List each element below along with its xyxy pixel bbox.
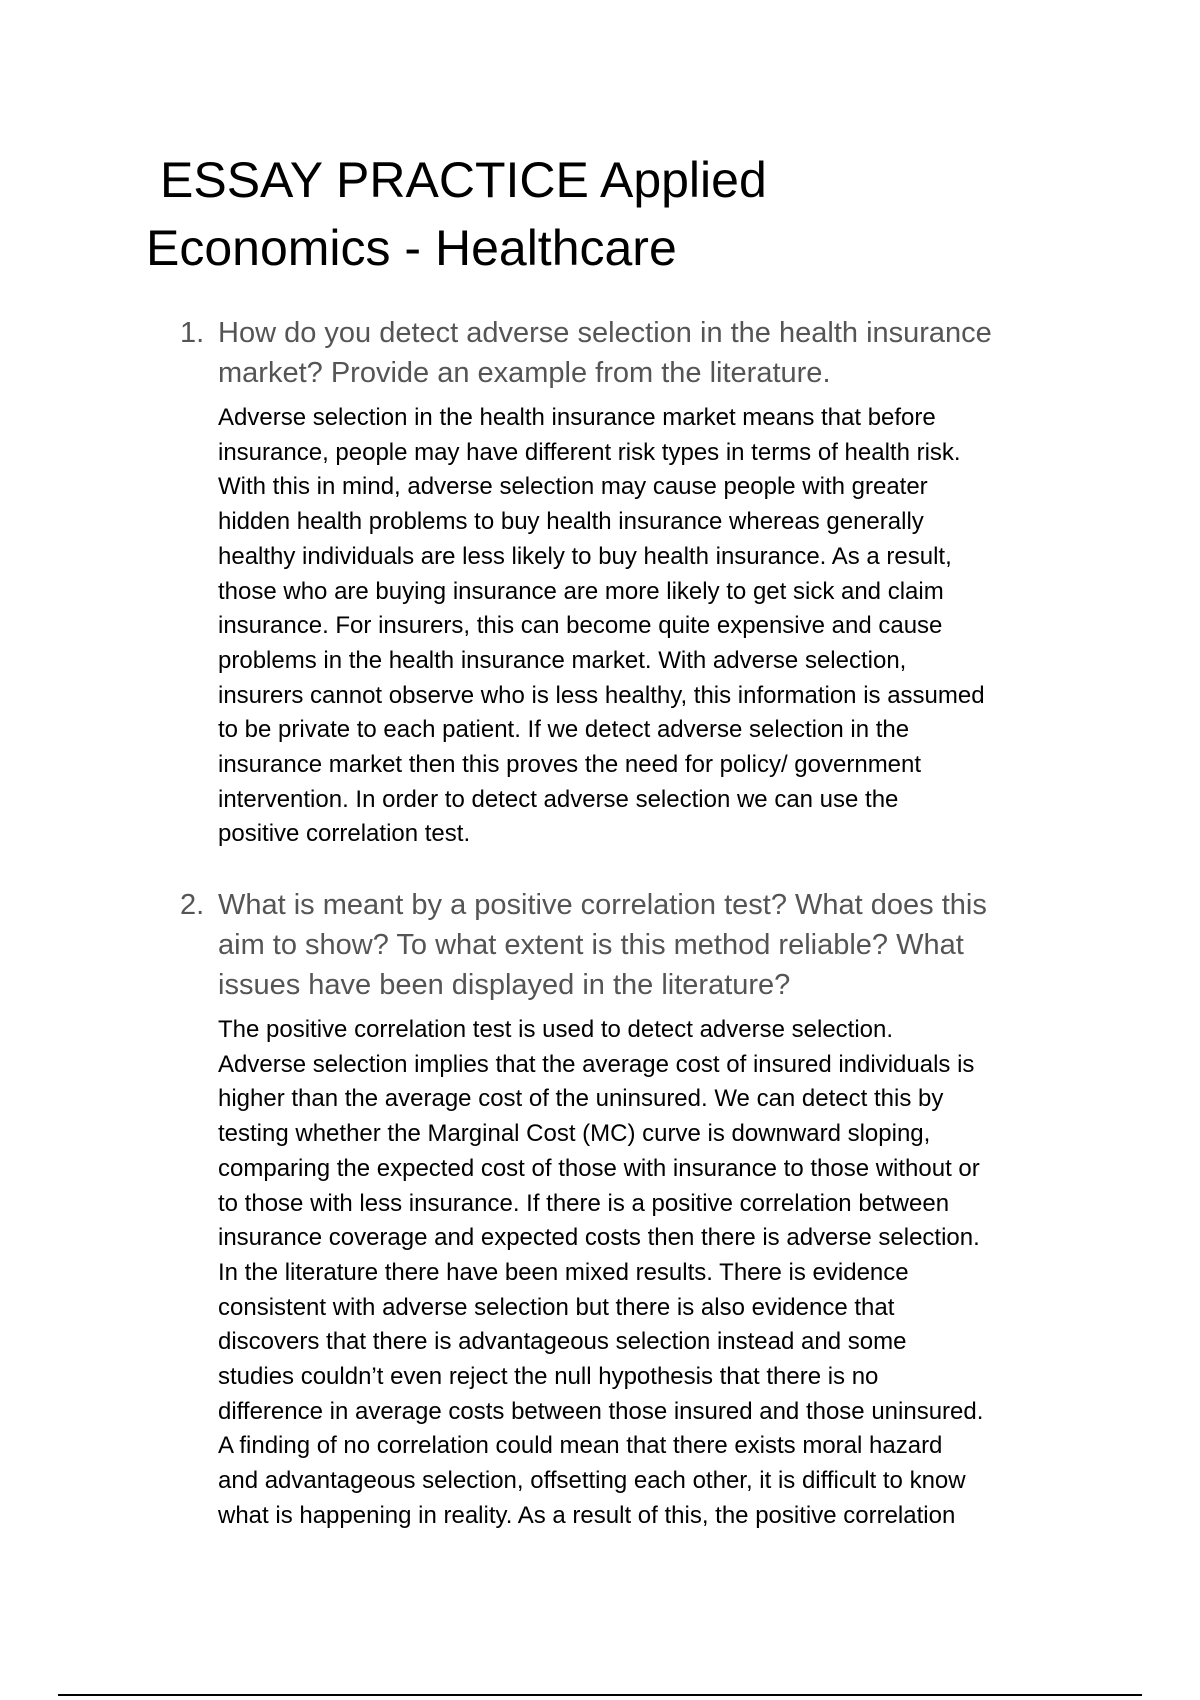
- answer-line: studies couldn’t even reject the null hypothesis that there is no: [218, 1363, 879, 1391]
- answer-line: hidden health problems to buy health insurance whereas generally: [218, 508, 924, 536]
- question-heading: [218, 313, 1048, 393]
- answer-line: problems in the health insurance market. With adverse selection,: [218, 646, 907, 674]
- answer-line: those who are buying insurance are more likely to get sick and claim: [218, 577, 944, 605]
- question-item-1: [180, 313, 1068, 852]
- answer-line: insurance, people may have different risk types in terms of health risk.: [218, 438, 961, 466]
- answer-line: positive correlation test.: [218, 820, 471, 848]
- title-line: ESSAY PRACTICE Applied: [160, 152, 767, 208]
- title-line: Economics - Healthcare: [146, 220, 677, 276]
- answer-line: difference in average costs between those insured and those uninsured.: [218, 1397, 984, 1425]
- answer-line: to be private to each patient. If we detect adverse selection in the: [218, 716, 910, 744]
- page-bottom-rule: [58, 1694, 1142, 1696]
- question-list: [180, 313, 1068, 852]
- answer-line: higher than the average cost of the uninsured. We can detect this by: [218, 1085, 944, 1113]
- question-heading: [218, 885, 1048, 1005]
- answer-line: healthy individuals are less likely to buy health insurance. As a result,: [218, 542, 952, 570]
- answer-line: what is happening in reality. As a result of this, the positive correlation: [218, 1501, 956, 1529]
- question-line: aim to show? To what extent is this method reliable? What: [218, 929, 964, 961]
- answer-line: intervention. In order to detect adverse selection we can use the: [218, 785, 899, 813]
- answer-line: insurance coverage and expected costs then there is adverse selection.: [218, 1224, 980, 1252]
- answer-paragraph: [218, 401, 1068, 852]
- document-title: [146, 146, 866, 282]
- question-line: market? Provide an example from the literature.: [218, 357, 831, 389]
- answer-line: insurers cannot observe who is less healthy, this information is assumed: [218, 681, 985, 709]
- question-line: What is meant by a positive correlation test? What does this: [218, 889, 987, 921]
- answer-line: Adverse selection implies that the average cost of insured individuals is: [218, 1050, 975, 1078]
- question-item-2: [180, 885, 1068, 1534]
- question-line: How do you detect adverse selection in the health insurance: [218, 317, 992, 349]
- answer-line: insurance. For insurers, this can become quite expensive and cause: [218, 612, 943, 640]
- answer-line: comparing the expected cost of those with insurance to those without or: [218, 1154, 980, 1182]
- answer-line: to those with less insurance. If there is a positive correlation between: [218, 1189, 950, 1217]
- answer-paragraph: [218, 1013, 1068, 1534]
- question-list: [180, 885, 1068, 1534]
- answer-line: discovers that there is advantageous selection instead and some: [218, 1328, 907, 1356]
- answer-line: The positive correlation test is used to detect adverse selection.: [218, 1016, 894, 1043]
- question-line: issues have been displayed in the literature?: [218, 969, 791, 1001]
- answer-line: testing whether the Marginal Cost (MC) curve is downward sloping,: [218, 1120, 931, 1148]
- answer-line: Adverse selection in the health insurance market means that before: [218, 404, 936, 431]
- question-number: 1.: [180, 317, 205, 349]
- answer-line: A finding of no correlation could mean that there exists moral hazard: [218, 1432, 943, 1460]
- answer-line: and advantageous selection, offsetting each other, it is difficult to know: [218, 1467, 966, 1495]
- answer-line: In the literature there have been mixed results. There is evidence: [218, 1258, 909, 1286]
- question-number: 2.: [180, 889, 205, 921]
- answer-line: consistent with adverse selection but there is also evidence that: [218, 1293, 895, 1321]
- answer-line: insurance market then this proves the need for policy/ government: [218, 751, 922, 779]
- answer-line: With this in mind, adverse selection may cause people with greater: [218, 473, 928, 501]
